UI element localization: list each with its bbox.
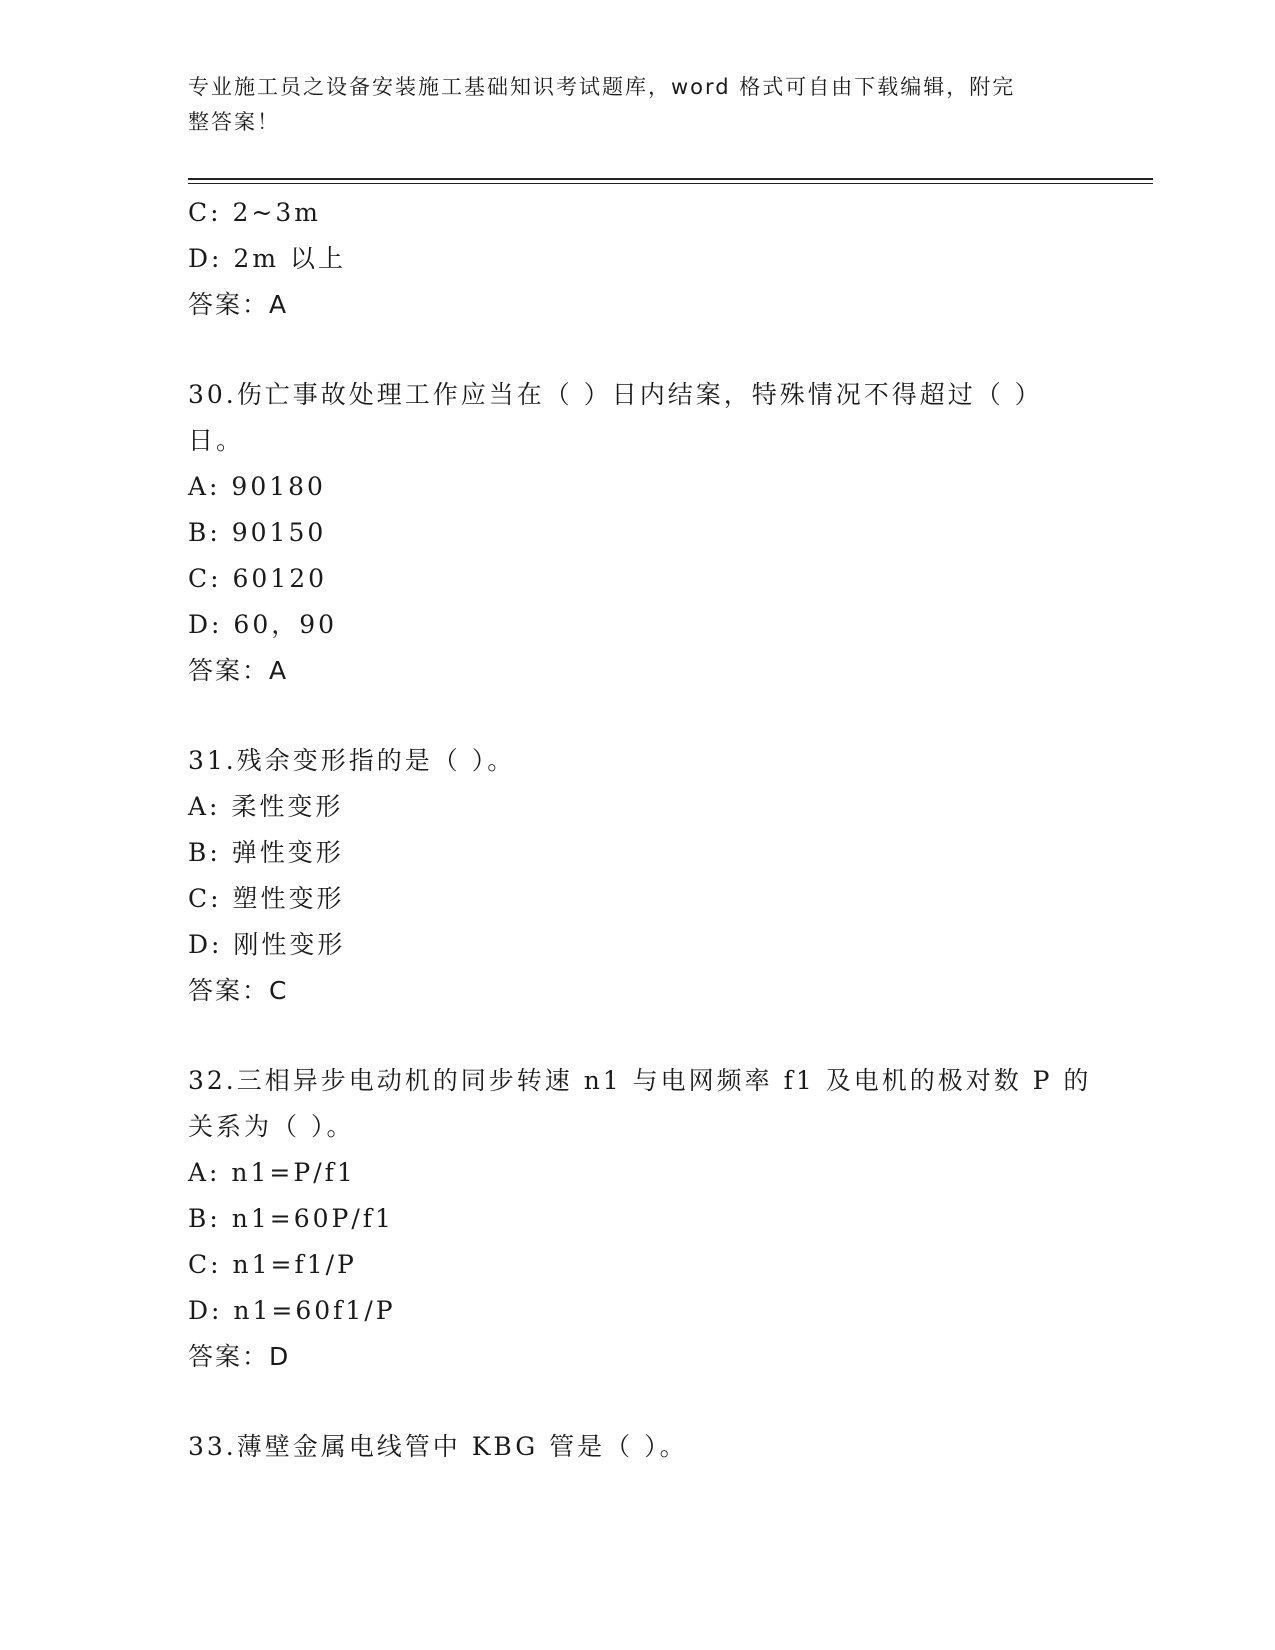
q32-text-line2: 关系为（ ）。 bbox=[188, 1112, 355, 1141]
header-divider-thin bbox=[188, 183, 1153, 184]
document-header bbox=[188, 70, 1068, 140]
q31-option-b: B: 弹性变形 bbox=[188, 838, 344, 867]
q30-text-line1: 30.伤亡事故处理工作应当在（ ）日内结案，特殊情况不得超过（ ） bbox=[188, 380, 1043, 409]
q30-option-a: A: 90180 bbox=[188, 472, 326, 501]
header-line-2: 整答案！ bbox=[188, 110, 280, 134]
q32-option-d: D: n1=60f1/P bbox=[188, 1296, 396, 1325]
q31-option-d: D: 刚性变形 bbox=[188, 930, 346, 959]
spacer bbox=[188, 328, 1088, 372]
prev-option-d: D: 2m 以上 bbox=[188, 244, 346, 273]
q32-text-line1: 32.三相异步电动机的同步转速 n1 与电网频率 f1 及电机的极对数 P 的 bbox=[188, 1066, 1092, 1095]
q31-answer: 答案：C bbox=[188, 976, 289, 1005]
q30-option-d: D: 60，90 bbox=[188, 610, 338, 639]
q30-option-c: C: 60120 bbox=[188, 564, 328, 593]
q31-text: 31.残余变形指的是（ ）。 bbox=[188, 746, 516, 775]
question-list bbox=[188, 190, 1092, 1470]
q30-answer: 答案：A bbox=[188, 656, 289, 685]
q30-option-b: B: 90150 bbox=[188, 518, 327, 547]
q31-option-a: A: 柔性变形 bbox=[188, 792, 344, 821]
q32-option-b: B: n1=60P/f1 bbox=[188, 1204, 394, 1233]
header-divider-thick bbox=[188, 178, 1153, 180]
q32-answer: 答案：D bbox=[188, 1342, 291, 1371]
prev-option-c: C: 2~3m bbox=[188, 198, 321, 227]
q31-option-c: C: 塑性变形 bbox=[188, 884, 345, 913]
spacer bbox=[188, 1014, 1088, 1058]
spacer bbox=[188, 694, 1088, 738]
header-line-1: 专业施工员之设备安装施工基础知识考试题库，word 格式可自由下载编辑，附完 bbox=[188, 75, 1016, 99]
prev-answer: 答案：A bbox=[188, 290, 289, 319]
q32-option-a: A: n1=P/f1 bbox=[188, 1158, 356, 1187]
q32-option-c: C: n1=f1/P bbox=[188, 1250, 357, 1279]
spacer bbox=[188, 1380, 1088, 1424]
q33-text: 33.薄壁金属电线管中 KBG 管是（ ）。 bbox=[188, 1432, 688, 1461]
q30-text-line2: 日。 bbox=[188, 426, 245, 455]
